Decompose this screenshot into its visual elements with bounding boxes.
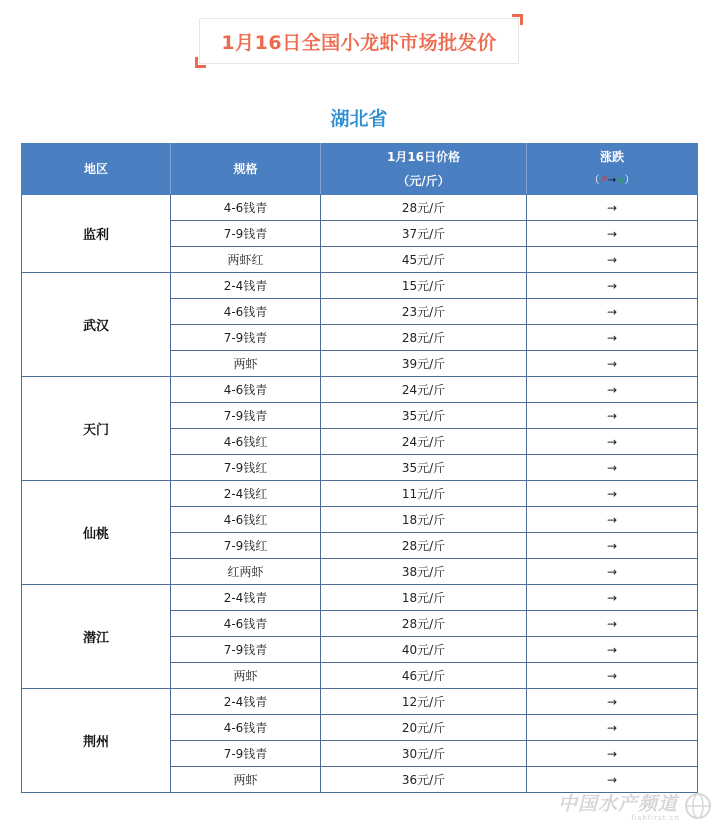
trend-cell: →	[527, 455, 698, 481]
trend-up-icon: ↗	[599, 175, 608, 186]
trend-cell: →	[527, 533, 698, 559]
price-cell: 12元/斤	[321, 689, 527, 715]
region-cell: 荆州	[22, 689, 171, 793]
price-cell: 24元/斤	[321, 429, 527, 455]
price-cell: 15元/斤	[321, 273, 527, 299]
region-cell: 天门	[22, 377, 171, 481]
spec-cell: 7-9钱青	[171, 637, 321, 663]
price-cell: 39元/斤	[321, 351, 527, 377]
spec-cell: 2-4钱红	[171, 481, 321, 507]
trend-cell: →	[527, 767, 698, 793]
price-table	[21, 143, 698, 793]
table-row	[22, 689, 698, 715]
price-cell: 45元/斤	[321, 247, 527, 273]
header-trend	[527, 144, 698, 195]
spec-cell: 2-4钱青	[171, 585, 321, 611]
trend-cell: →	[527, 325, 698, 351]
price-cell: 38元/斤	[321, 559, 527, 585]
price-cell: 28元/斤	[321, 533, 527, 559]
price-cell: 40元/斤	[321, 637, 527, 663]
province-heading: 湖北省	[330, 108, 388, 130]
spec-cell: 4-6钱青	[171, 299, 321, 325]
spec-cell: 2-4钱青	[171, 273, 321, 299]
page-title: 1月16日全国小龙虾市场批发价	[221, 31, 497, 54]
trend-cell: →	[527, 403, 698, 429]
price-cell: 18元/斤	[321, 507, 527, 533]
header-price-title: 1月16日价格	[386, 150, 461, 164]
header-price-unit: （元/斤）	[397, 174, 450, 188]
spec-cell: 7-9钱青	[171, 403, 321, 429]
title-box	[199, 18, 519, 64]
spec-cell: 7-9钱红	[171, 533, 321, 559]
price-cell: 20元/斤	[321, 715, 527, 741]
region-cell: 仙桃	[22, 481, 171, 585]
spec-cell: 2-4钱青	[171, 689, 321, 715]
trend-legend	[527, 169, 697, 193]
spec-cell: 7-9钱青	[171, 741, 321, 767]
price-cell: 30元/斤	[321, 741, 527, 767]
trend-cell: →	[527, 741, 698, 767]
trend-down-icon: ↘	[616, 175, 625, 186]
trend-cell: →	[527, 507, 698, 533]
table-row	[22, 195, 698, 221]
header-region: 地区	[22, 144, 171, 195]
trend-cell: →	[527, 195, 698, 221]
price-cell: 24元/斤	[321, 377, 527, 403]
price-cell: 28元/斤	[321, 611, 527, 637]
trend-cell: →	[527, 481, 698, 507]
spec-cell: 7-9钱青	[171, 221, 321, 247]
table-row	[22, 273, 698, 299]
trend-cell: →	[527, 247, 698, 273]
watermark: 中国水产频道	[557, 793, 678, 815]
globe-icon	[684, 792, 712, 820]
spec-cell: 7-9钱红	[171, 455, 321, 481]
region-cell: 潜江	[22, 585, 171, 689]
trend-cell: →	[527, 429, 698, 455]
price-cell: 28元/斤	[321, 325, 527, 351]
region-cell: 武汉	[22, 273, 171, 377]
price-cell: 23元/斤	[321, 299, 527, 325]
trend-cell: →	[527, 637, 698, 663]
table-row	[22, 481, 698, 507]
trend-cell: →	[527, 715, 698, 741]
trend-cell: →	[527, 221, 698, 247]
price-cell: 28元/斤	[321, 195, 527, 221]
price-cell: 35元/斤	[321, 403, 527, 429]
trend-cell: →	[527, 611, 698, 637]
trend-cell: →	[527, 663, 698, 689]
table-body	[22, 195, 698, 793]
table-header-row	[22, 144, 698, 195]
trend-cell: →	[527, 273, 698, 299]
spec-cell: 两虾	[171, 663, 321, 689]
table-row	[22, 377, 698, 403]
title-banner	[195, 14, 523, 68]
spec-cell: 4-6钱红	[171, 507, 321, 533]
price-cell: 46元/斤	[321, 663, 527, 689]
spec-cell: 7-9钱青	[171, 325, 321, 351]
legend-paren-open: （	[589, 175, 600, 186]
trend-cell: →	[527, 559, 698, 585]
price-cell: 37元/斤	[321, 221, 527, 247]
spec-cell: 4-6钱青	[171, 715, 321, 741]
price-cell: 18元/斤	[321, 585, 527, 611]
header-price	[321, 144, 527, 195]
spec-cell: 红两虾	[171, 559, 321, 585]
spec-cell: 4-6钱青	[171, 611, 321, 637]
spec-cell: 两虾红	[171, 247, 321, 273]
trend-cell: →	[527, 585, 698, 611]
price-cell: 35元/斤	[321, 455, 527, 481]
header-spec: 规格	[171, 144, 321, 195]
legend-paren-close: ）	[624, 175, 635, 186]
watermark-domain: fishfirst.cn	[631, 814, 680, 822]
table-row	[22, 585, 698, 611]
spec-cell: 两虾	[171, 351, 321, 377]
trend-flat-icon: →	[607, 175, 617, 186]
trend-cell: →	[527, 377, 698, 403]
header-trend-title: 涨跌	[599, 150, 624, 164]
spec-cell: 4-6钱青	[171, 195, 321, 221]
spec-cell: 两虾	[171, 767, 321, 793]
spec-cell: 4-6钱红	[171, 429, 321, 455]
trend-cell: →	[527, 689, 698, 715]
trend-cell: →	[527, 299, 698, 325]
region-cell: 监利	[22, 195, 171, 273]
trend-cell: →	[527, 351, 698, 377]
price-cell: 36元/斤	[321, 767, 527, 793]
price-cell: 11元/斤	[321, 481, 527, 507]
spec-cell: 4-6钱青	[171, 377, 321, 403]
